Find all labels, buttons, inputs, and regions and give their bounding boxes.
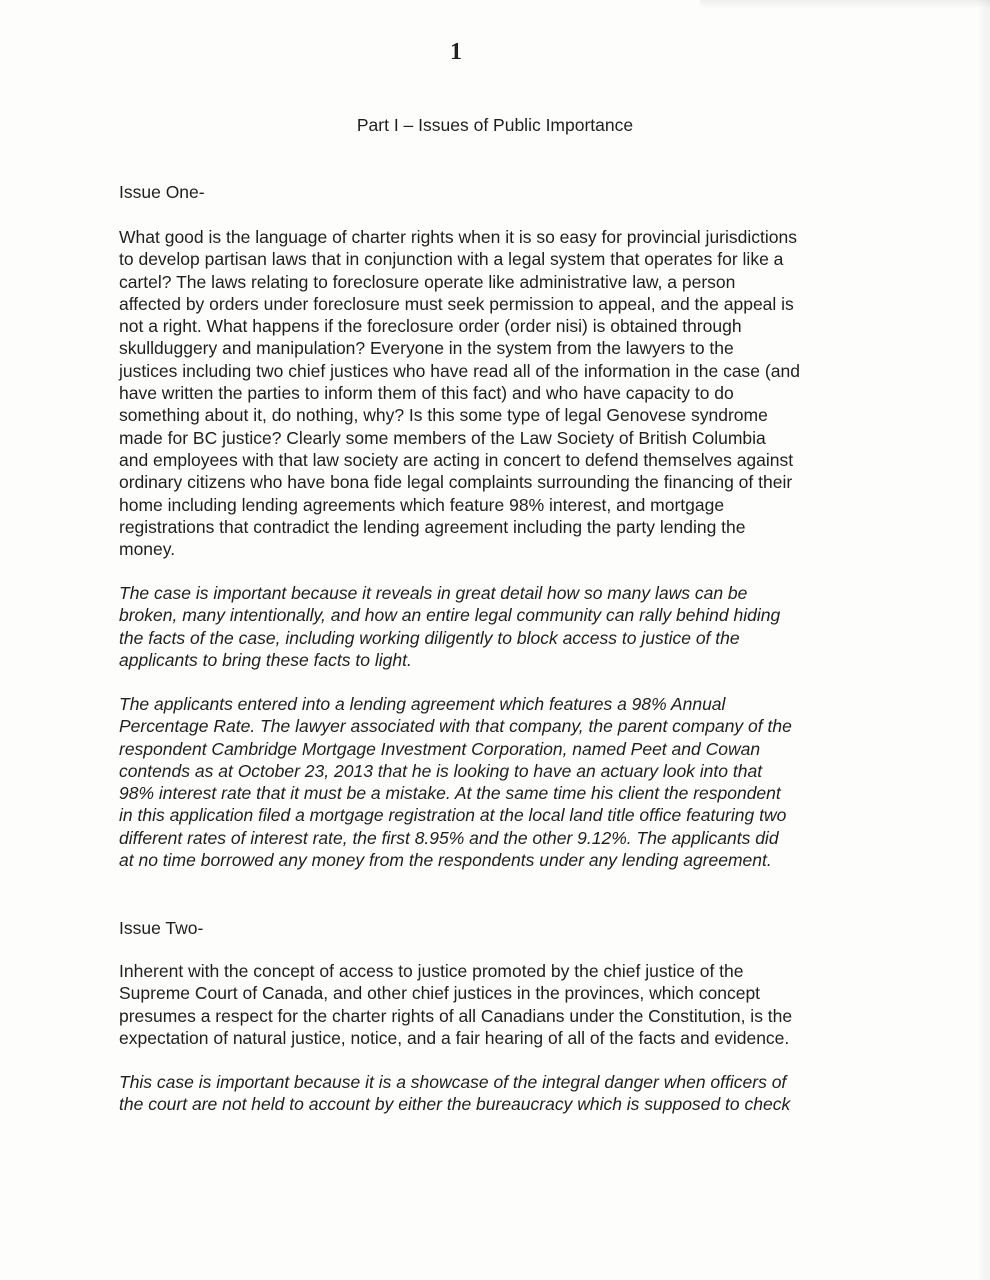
text-line: cartel? The laws relating to foreclosure operate like administrative law, a person	[119, 271, 736, 292]
page-heading: Part I – Issues of Public Importance	[356, 115, 634, 135]
text-line: different rates of interest rate, the first 8.95% and the other 9.12%. The applicants did	[119, 827, 779, 848]
text-line: ordinary citizens who have bona fide legal complaints surrounding the financing of their	[119, 472, 793, 493]
issue-one-paragraph-2	[119, 582, 879, 671]
text-line: have written the parties to inform them of this fact) and who have capacity to do	[119, 383, 734, 404]
text-line: at no time borrowed any money from the respondents under any lending agreement.	[119, 850, 772, 871]
text-line: expectation of natural justice, notice, and a fair hearing of all of the facts and evidence.	[119, 1027, 790, 1048]
issue-one-paragraph-1	[119, 226, 879, 560]
text-line: The applicants entered into a lending agreement which features a 98% Annual	[119, 694, 726, 714]
page-number: 1	[450, 39, 462, 65]
text-line: contends as at October 23, 2013 that he is looking to have an actuary look into that	[119, 760, 763, 781]
text-line: made for BC justice? Clearly some members of the Law Society of British Columbia	[119, 427, 766, 448]
text-line: Inherent with the concept of access to justice promoted by the chief justice of the	[119, 961, 744, 981]
text-line: not a right. What happens if the foreclosure order (order nisi) is obtained through	[119, 316, 742, 337]
issue-one-paragraph-3	[119, 693, 879, 871]
text-line: presumes a respect for the charter rights of all Canadians under the Constitution, is the	[119, 1005, 793, 1026]
scan-edge-shadow	[976, 0, 990, 1280]
text-line: Percentage Rate. The lawyer associated with that company, the parent company of the	[119, 716, 792, 737]
text-line: affected by orders under foreclosure must seek permission to appeal, and the appeal is	[119, 293, 794, 314]
text-line: What good is the language of charter rights when it is so easy for provincial jurisdictions	[119, 227, 797, 247]
text-line: home including lending agreements which feature 98% interest, and mortgage	[119, 494, 725, 515]
text-line: the court are not held to account by either the bureaucracy which is supposed to check	[119, 1094, 791, 1115]
scan-artifact	[700, 0, 990, 8]
text-line: to develop partisan laws that in conjunction with a legal system that operates for like a	[119, 249, 784, 270]
text-line: broken, many intentionally, and how an entire legal community can rally behind hiding	[119, 605, 781, 626]
text-line: This case is important because it is a showcase of the integral danger when officers of	[119, 1072, 787, 1092]
issue-two-paragraph-2	[119, 1071, 879, 1116]
issue-two-label: Issue Two-	[119, 918, 204, 938]
text-line: Supreme Court of Canada, and other chief justices in the provinces, which concept	[119, 983, 761, 1004]
text-line: and employees with that law society are acting in concert to defend themselves against	[119, 449, 794, 470]
text-line: 98% interest rate that it must be a mistake. At the same time his client the respondent	[119, 783, 781, 804]
text-line: registrations that contradict the lending agreement including the party lending the	[119, 516, 746, 537]
text-line: something about it, do nothing, why? Is this some type of legal Genovese syndrome	[119, 405, 768, 426]
issue-two-paragraph-1	[119, 960, 879, 1049]
text-line: money.	[119, 539, 176, 560]
text-line: skullduggery and manipulation? Everyone in the system from the lawyers to the	[119, 338, 734, 359]
text-line: The case is important because it reveals in great detail how so many laws can be	[119, 583, 748, 603]
text-line: applicants to bring these facts to light.	[119, 649, 412, 670]
text-line: in this application filed a mortgage registration at the local land title office featuring two	[119, 805, 787, 826]
text-line: respondent Cambridge Mortgage Investment Corporation, named Peet and Cowan	[119, 738, 761, 759]
text-line: justices including two chief justices who have read all of the information in the case (and	[119, 360, 800, 381]
text-line: the facts of the case, including working diligently to block access to justice of the	[119, 627, 740, 648]
issue-one-label: Issue One-	[119, 182, 205, 202]
